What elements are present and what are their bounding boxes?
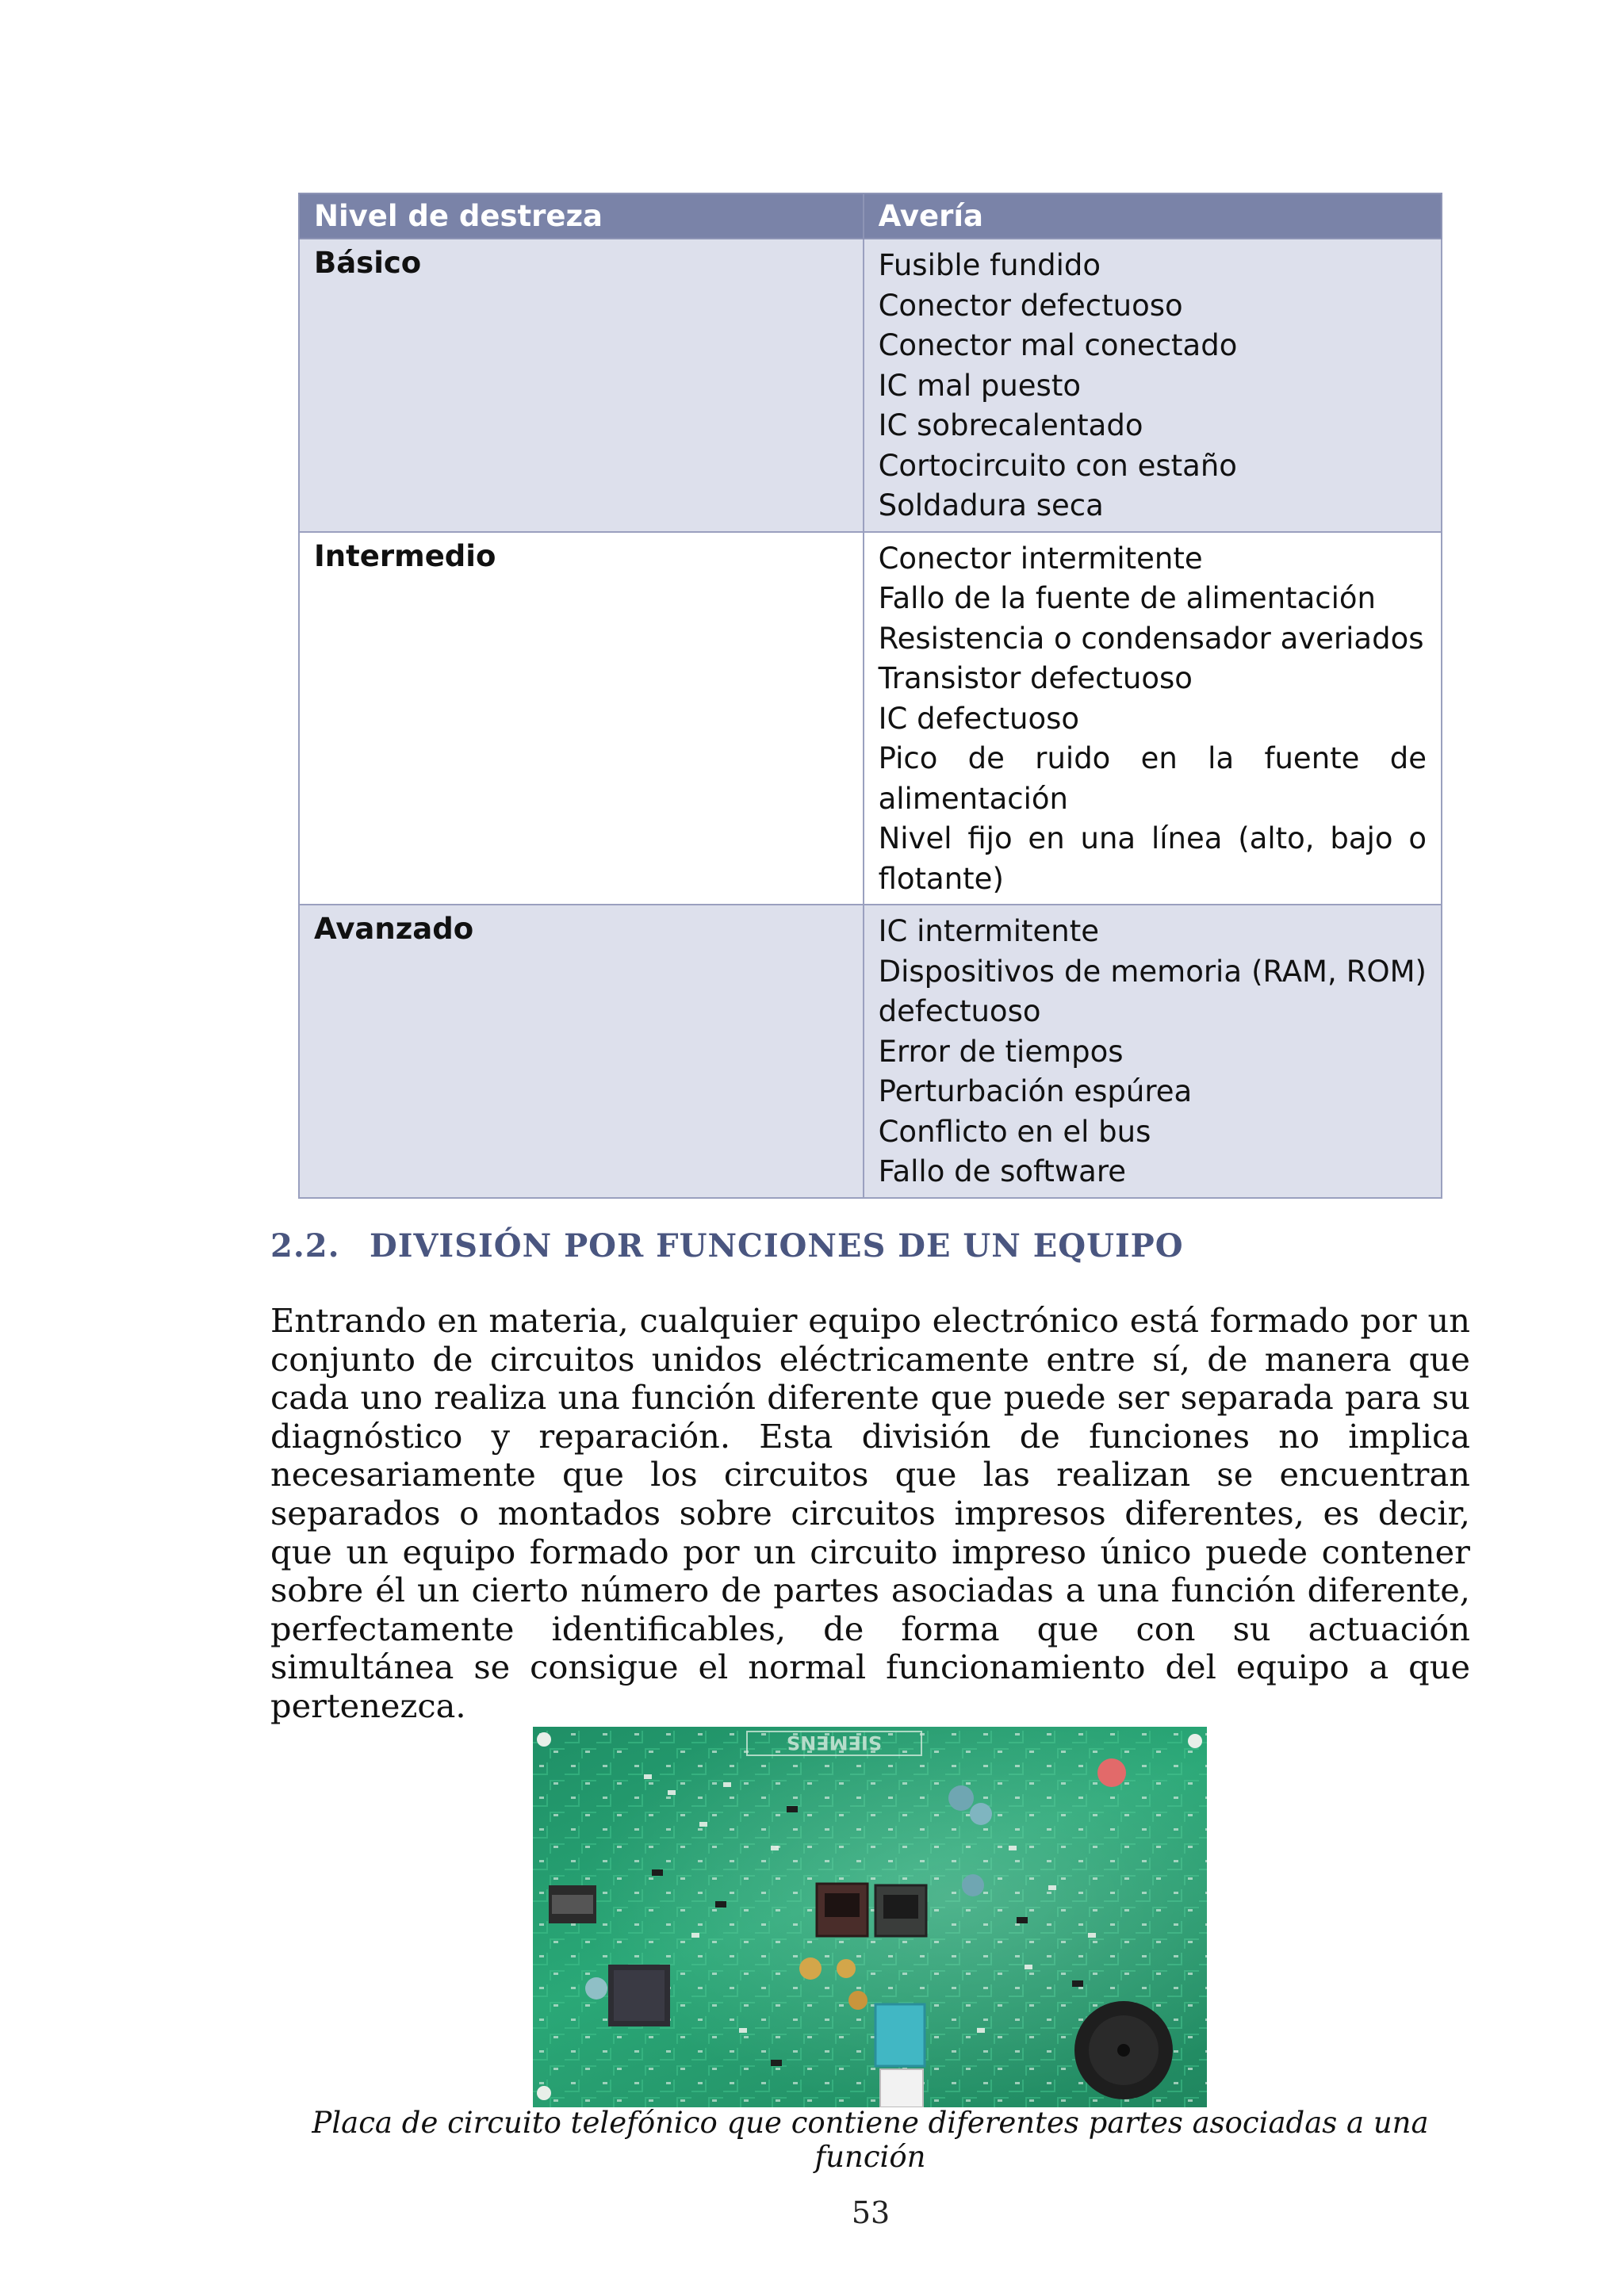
header-skill-level: Nivel de destreza [299,193,864,239]
table-row [299,239,1442,532]
list-item: Cortocircuito con estaño [878,448,1237,483]
page-number: 53 [851,2195,891,2230]
header-fault: Avería [864,193,1442,239]
fault-cell [864,239,1442,532]
list-item: Conector intermitente [878,541,1203,576]
list-item: Conflicto en el bus [878,1114,1151,1149]
section-heading [270,1227,1460,1265]
list-item: Resistencia o condensador averiados [878,621,1424,656]
list-item: Fusible fundido [878,248,1101,282]
list-item: Dispositivos de memoria (RAM, ROM) defectuoso [878,954,1427,1028]
level-cell: Básico [299,239,864,532]
fault-list [879,246,1427,526]
list-item: IC intermitente [878,914,1099,948]
table-header-row [299,193,1442,239]
circuit-board-photo [533,1727,1207,2107]
fault-level-table [298,193,1442,1199]
level-cell: Intermedio [299,532,864,905]
fault-list [879,912,1427,1192]
list-item: IC mal puesto [878,368,1081,403]
list-item: Perturbación espúrea [878,1074,1193,1108]
body-paragraph: Entrando en materia, cualquier equipo electrónico está formado por un conjunto de circuitos unidos eléctricamente entre sí, de manera que cada uno realiza una función diferente que puede ser separada para su diagnóstico y reparación. Esta división de funciones no implica necesariamente que los circuitos que las realizan se encuentran separados o montados sobre circuitos impresos diferentes, es decir, que un equipo formado por un circuito impreso único puede contener sobre él un cierto número de partes asociadas a una función diferente, perfectamente identificables, de forma que con su actuación simultánea se consigue el normal funcionamiento del equipo a que pertenezca. [270,1301,1470,1725]
table-row [299,532,1442,905]
list-item: Error de tiempos [878,1034,1124,1069]
list-item: Soldadura seca [878,488,1104,522]
section-title: DIVISIÓN POR FUNCIONES DE UN EQUIPO [370,1227,1184,1265]
list-item: Conector mal conectado [878,328,1238,362]
list-item: Transistor defectuoso [878,661,1193,695]
figure-caption: Placa de circuito telefónico que contiene diferentes partes asociadas a una función [312,2106,1429,2174]
fault-cell [864,905,1442,1198]
list-item: Fallo de software [878,1154,1127,1188]
fault-list [879,539,1427,900]
board-brand-label: SIEMENS [786,1732,883,1754]
table-row [299,905,1442,1198]
circuit-board-illustration [533,1727,1207,2107]
list-item: IC sobrecalentado [878,408,1143,442]
list-item: Nivel fijo en una línea (alto, bajo o flotante) [878,821,1427,896]
list-item: Conector defectuoso [878,288,1183,323]
level-cell: Avanzado [299,905,864,1198]
fault-cell [864,532,1442,905]
section-number: 2.2. [270,1227,340,1265]
list-item: Pico de ruido en la fuente de alimentación [878,741,1427,816]
list-item: IC defectuoso [878,701,1079,736]
list-item: Fallo de la fuente de alimentación [878,581,1376,615]
